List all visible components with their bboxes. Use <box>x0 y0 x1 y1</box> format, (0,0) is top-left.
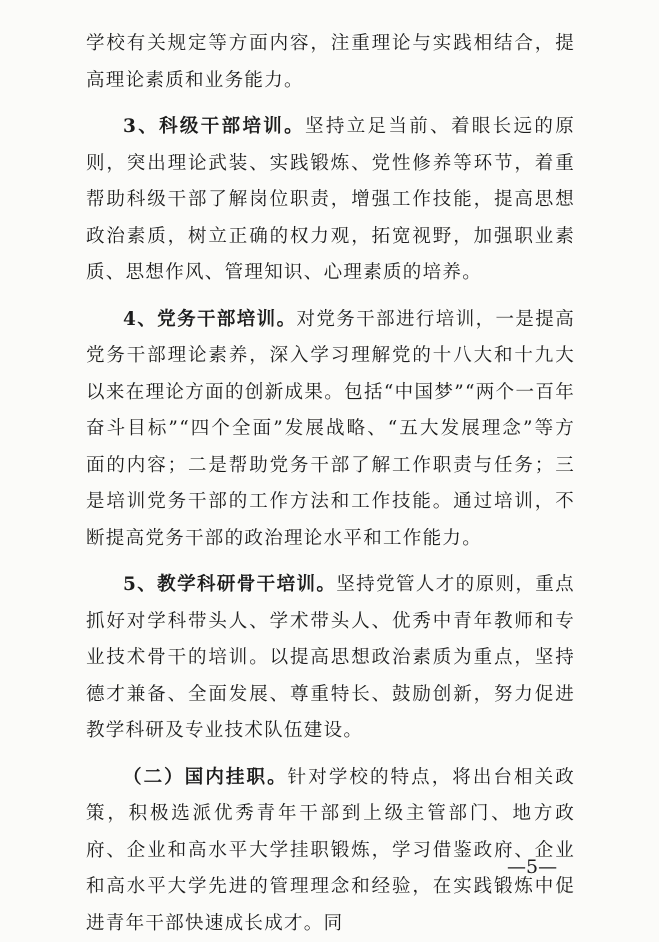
paragraph-text: 对党务干部进行培训，一是提高党务干部理论素养，深入学习理解党的十八大和十九大以来在理论方面的创新成果。包括“中国梦”“两个一百年奋斗目标”“四个全面”发展战略、“五大发展理念”等方面的内容；二是帮助党务干部了解工作职责与任务；三是培训党务干部的工作方法和工作技能。通过培训，不断提高党务干部的政治理论水平和工作能力。 <box>86 309 575 549</box>
paragraph-section-cadre-training <box>86 109 575 292</box>
paragraph-text: 学校有关规定等方面内容，注重理论与实践相结合，提高理论素质和业务能力。 <box>86 33 575 91</box>
page-number: —5— <box>507 856 557 878</box>
paragraph-continuation <box>86 26 575 99</box>
paragraph-heading: 4、党务干部培训。 <box>123 309 296 330</box>
paragraph-text: 坚持立足当前、着眼长远的原则，突出理论武装、实践锻炼、党性修养等环节，着重帮助科级干部了解岗位职责，增强工作技能，提高思想政治素质，树立正确的权力观，拓宽视野，加强职业素质、思想作风、管理知识、心理素质的培养。 <box>86 116 575 283</box>
paragraph-heading: （二）国内挂职。 <box>123 767 288 788</box>
paragraph-text: 坚持党管人才的原则，重点抓好对学科带头人、学术带头人、优秀中青年教师和专业技术骨干的培训。以提高思想政治素质为重点，坚持德才兼备、全面发展、尊重特长、鼓励创新，努力促进教学科研及专业技术队伍建设。 <box>86 574 575 741</box>
paragraph-text: 针对学校的特点，将出台相关政策，积极选派优秀青年干部到上级主管部门、地方政府、企业和高水平大学挂职锻炼，学习借鉴政府、企业和高水平大学先进的管理理念和经验，在实践锻炼中促进青年干部快速成长成才。同 <box>86 767 575 934</box>
paragraph-domestic-secondment <box>86 760 575 942</box>
body-text <box>86 26 575 942</box>
paragraph-heading: 3、科级干部培训。 <box>123 116 305 137</box>
paragraph-party-affairs-training <box>86 302 575 558</box>
paragraph-heading: 5、教学科研骨干培训。 <box>123 574 336 595</box>
paragraph-teaching-research-training <box>86 567 575 750</box>
